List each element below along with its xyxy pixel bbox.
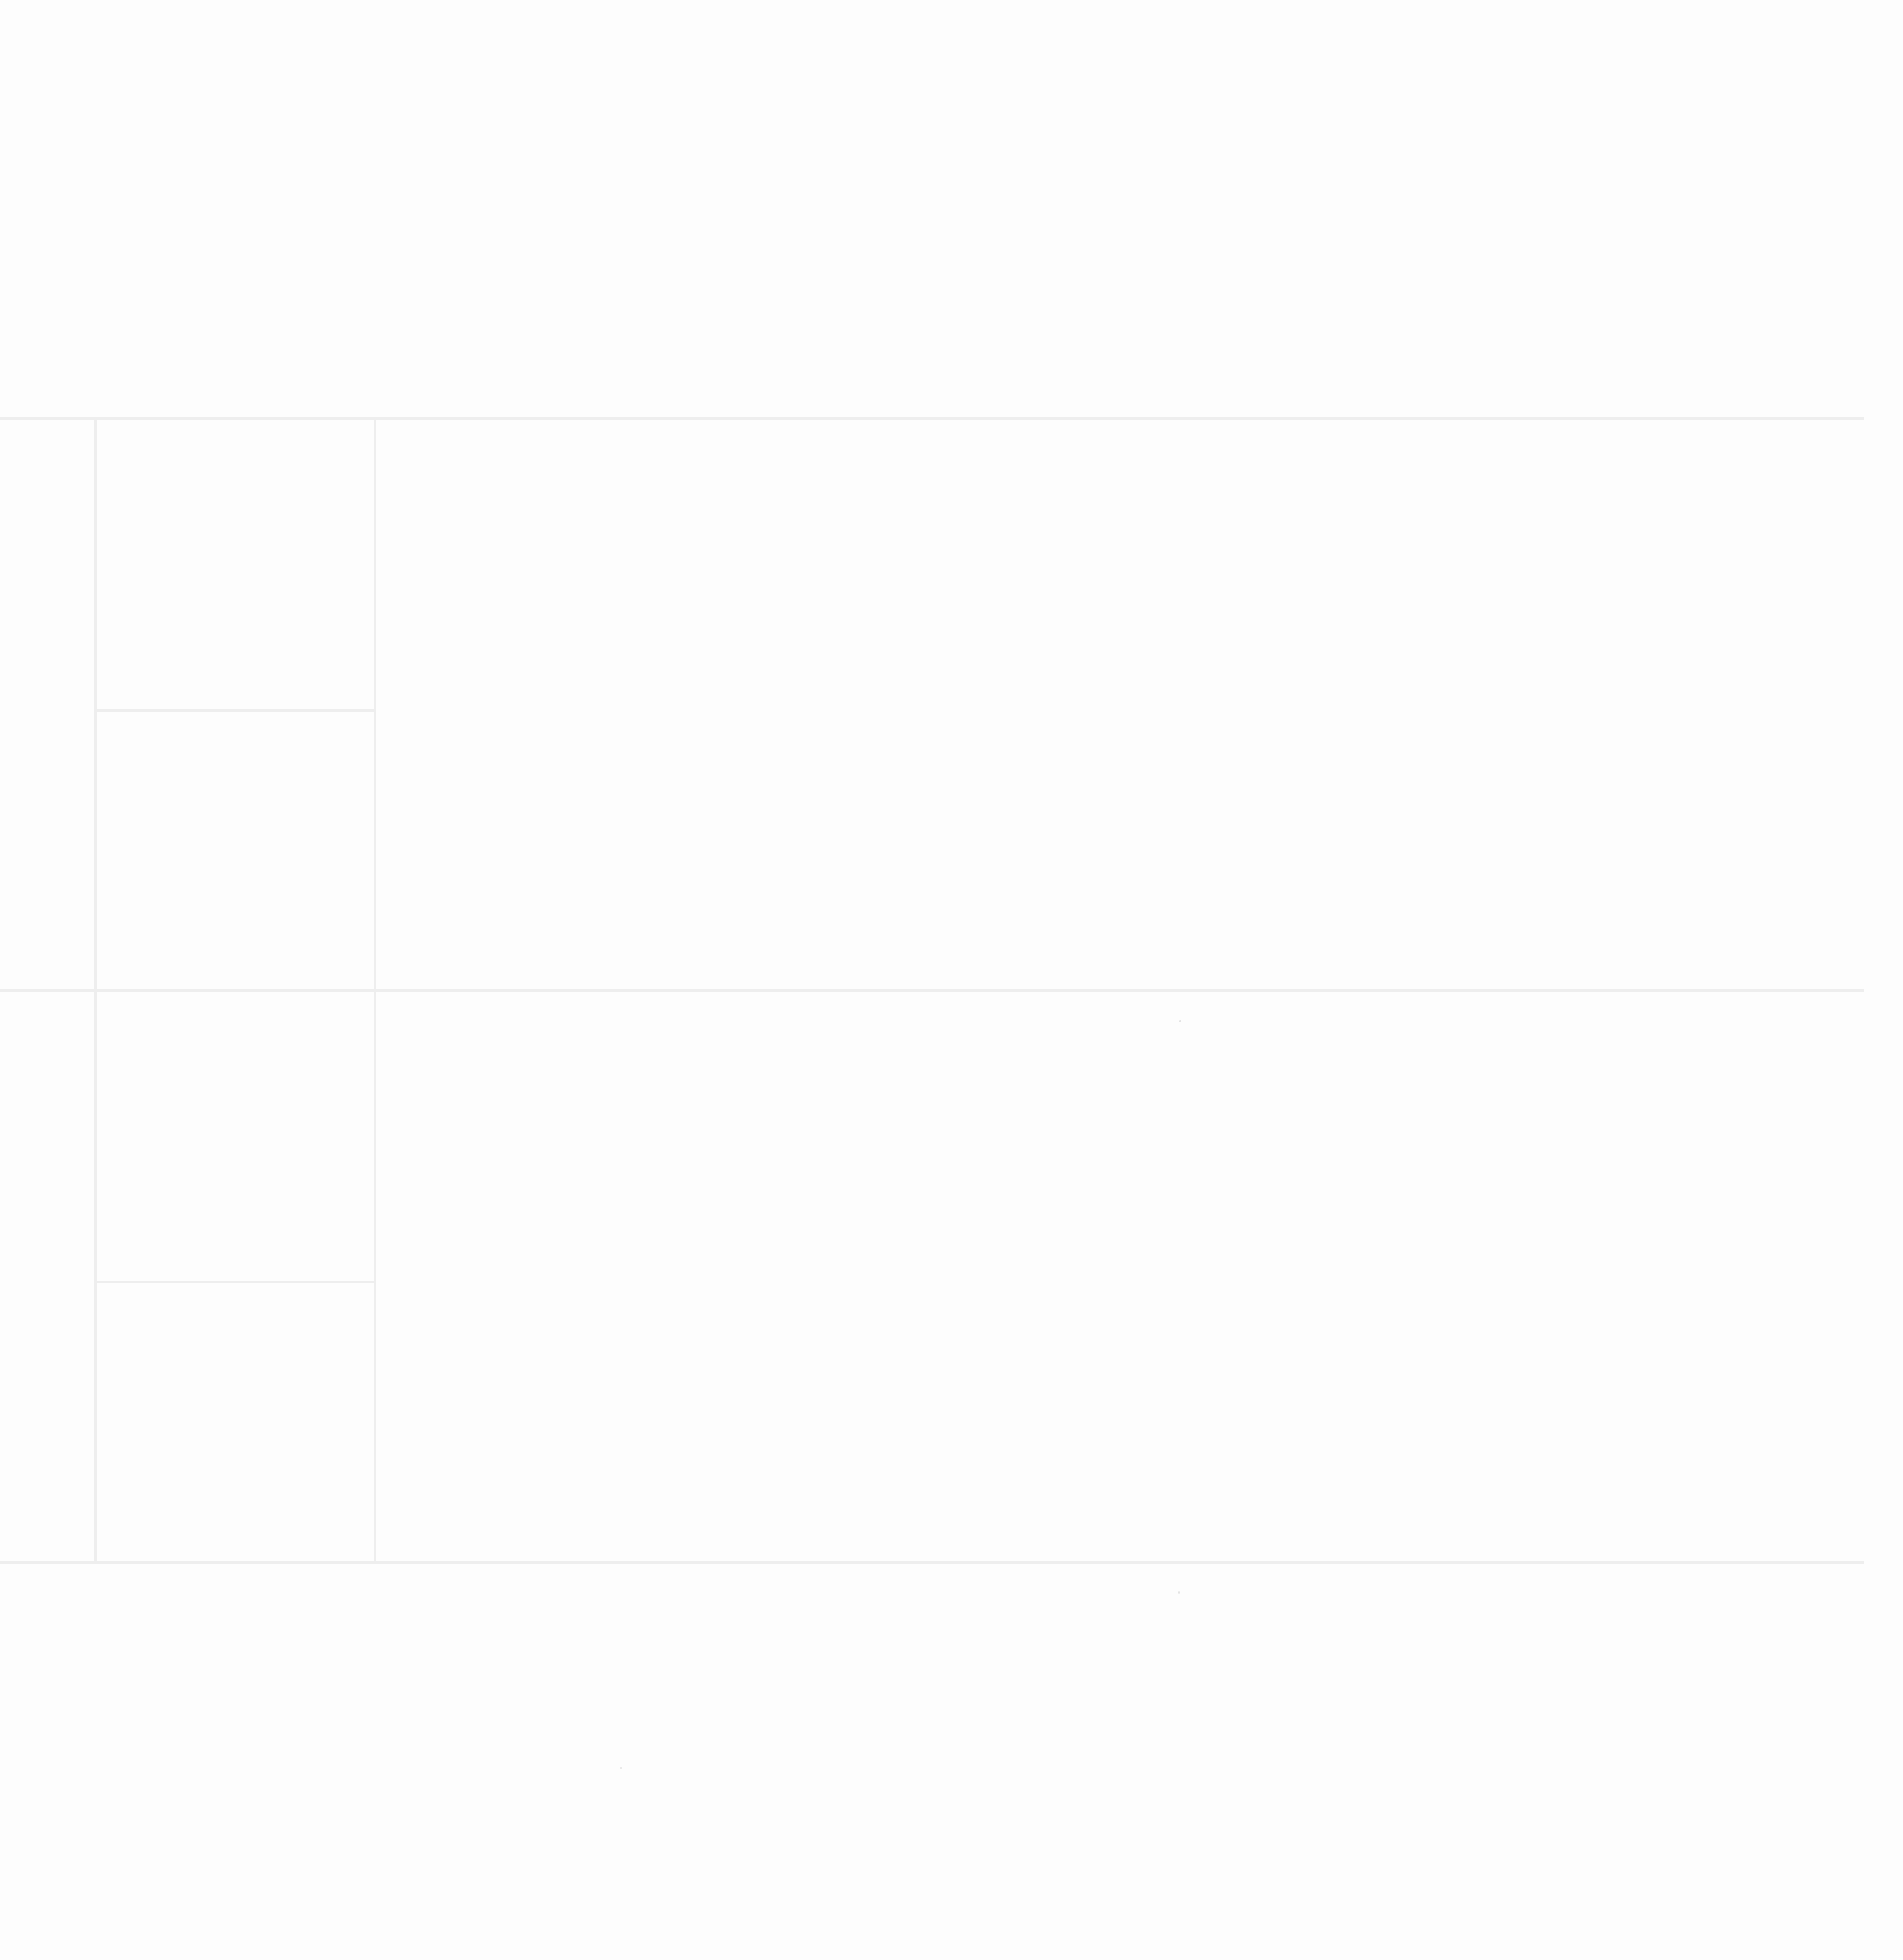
section-1-label-cell (0, 420, 94, 989)
stray-mark (1178, 1591, 1180, 1594)
stray-mark (1179, 1020, 1181, 1022)
grid-bottom-border (0, 1561, 1864, 1564)
stray-mark (620, 1767, 622, 1769)
section-1-content-cell (376, 420, 1864, 989)
section-2-content-cell (376, 992, 1864, 1561)
section-2-label-cell (0, 992, 94, 1561)
section-1-subcell-top (97, 420, 374, 709)
section-2-subcell-top (97, 992, 374, 1281)
section-1-subcell-bottom (97, 712, 374, 989)
section-2-subcell-bottom (97, 1283, 374, 1561)
